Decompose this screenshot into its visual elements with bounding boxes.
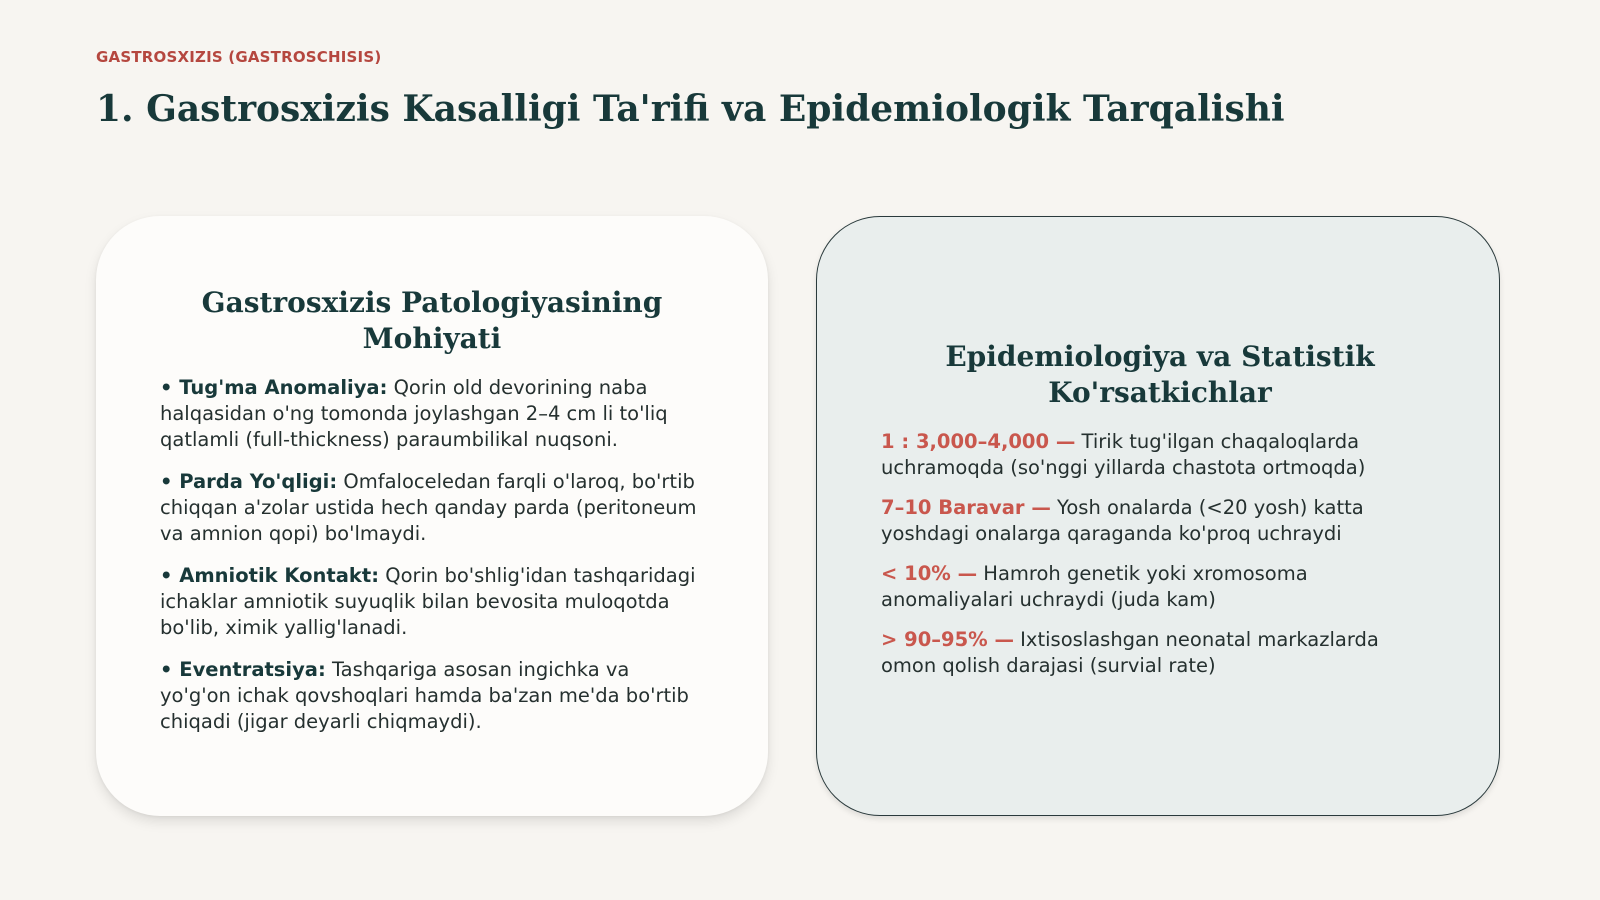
slide-kicker: GASTROSXIZIS (GASTROSCHISIS)	[96, 48, 382, 66]
bullet-text: Qorin bo'shlig'idan tashqaridagi ichaklar amniotik suyuqlik bilan bevosita muloqotda bo'lib, ximik yallig'lanadi.	[160, 564, 696, 639]
stat-item	[881, 627, 1439, 679]
stat-item	[881, 429, 1439, 481]
slide-title: 1. Gastrosxizis Kasalligi Ta'rifi va Epidemiologik Tarqalishi	[96, 88, 1285, 130]
pathology-card-heading: Gastrosxizis Patologiyasining Mohiyati	[201, 286, 663, 355]
stat-value: > 90–95% —	[881, 628, 1014, 651]
bullet-term: • Tug'ma Anomaliya:	[160, 376, 388, 399]
bullet-term: • Amniotik Kontakt:	[160, 564, 380, 587]
pathology-card	[96, 216, 768, 816]
stat-value: 1 : 3,000–4,000 —	[881, 430, 1076, 453]
bullet-text: Qorin old devorining naba halqasidan o'ng tomonda joylashgan 2–4 cm li to'liq qatlamli (full-thickness) paraumbilikal nuqsoni.	[160, 376, 668, 451]
epidemiology-card-heading: Epidemiologiya va Statistik Ko'rsatkichlar	[945, 340, 1375, 409]
stat-item	[881, 495, 1439, 547]
bullet-item	[160, 657, 704, 735]
epidemiology-card	[816, 216, 1500, 816]
stat-value: 7–10 Baravar —	[881, 496, 1051, 519]
bullet-item	[160, 469, 704, 547]
bullet-item	[160, 375, 704, 453]
bullet-term: • Eventratsiya:	[160, 658, 326, 681]
stat-value: < 10% —	[881, 562, 978, 585]
stat-text: Tirik tug'ilgan chaqaloqlarda uchramoqda (so'nggi yillarda chastota ortmoqda)	[881, 430, 1366, 479]
stat-text: Hamroh genetik yoki xromosoma anomaliyalari uchraydi (juda kam)	[881, 562, 1308, 611]
bullet-text: Omfaloceledan farqli o'laroq, bo'rtib chiqqan a'zolar ustida hech qanday parda (peritoneum va amnion qopi) bo'lmaydi.	[160, 470, 697, 545]
stat-text: Yosh onalarda (<20 yosh) katta yoshdagi onalarga qaraganda ko'proq uchraydi	[881, 496, 1364, 545]
bullet-item	[160, 563, 704, 641]
bullet-term: • Parda Yo'qligi:	[160, 470, 338, 493]
bullet-text: Tashqariga asosan ingichka va yo'g'on ichak qovshoqlari hamda ba'zan me'da bo'rtib chiqadi (jigar deyarli chiqmaydi).	[160, 658, 689, 733]
stat-item	[881, 561, 1439, 613]
stat-text: Ixtisoslashgan neonatal markazlarda omon qolish darajasi (survial rate)	[881, 628, 1379, 677]
